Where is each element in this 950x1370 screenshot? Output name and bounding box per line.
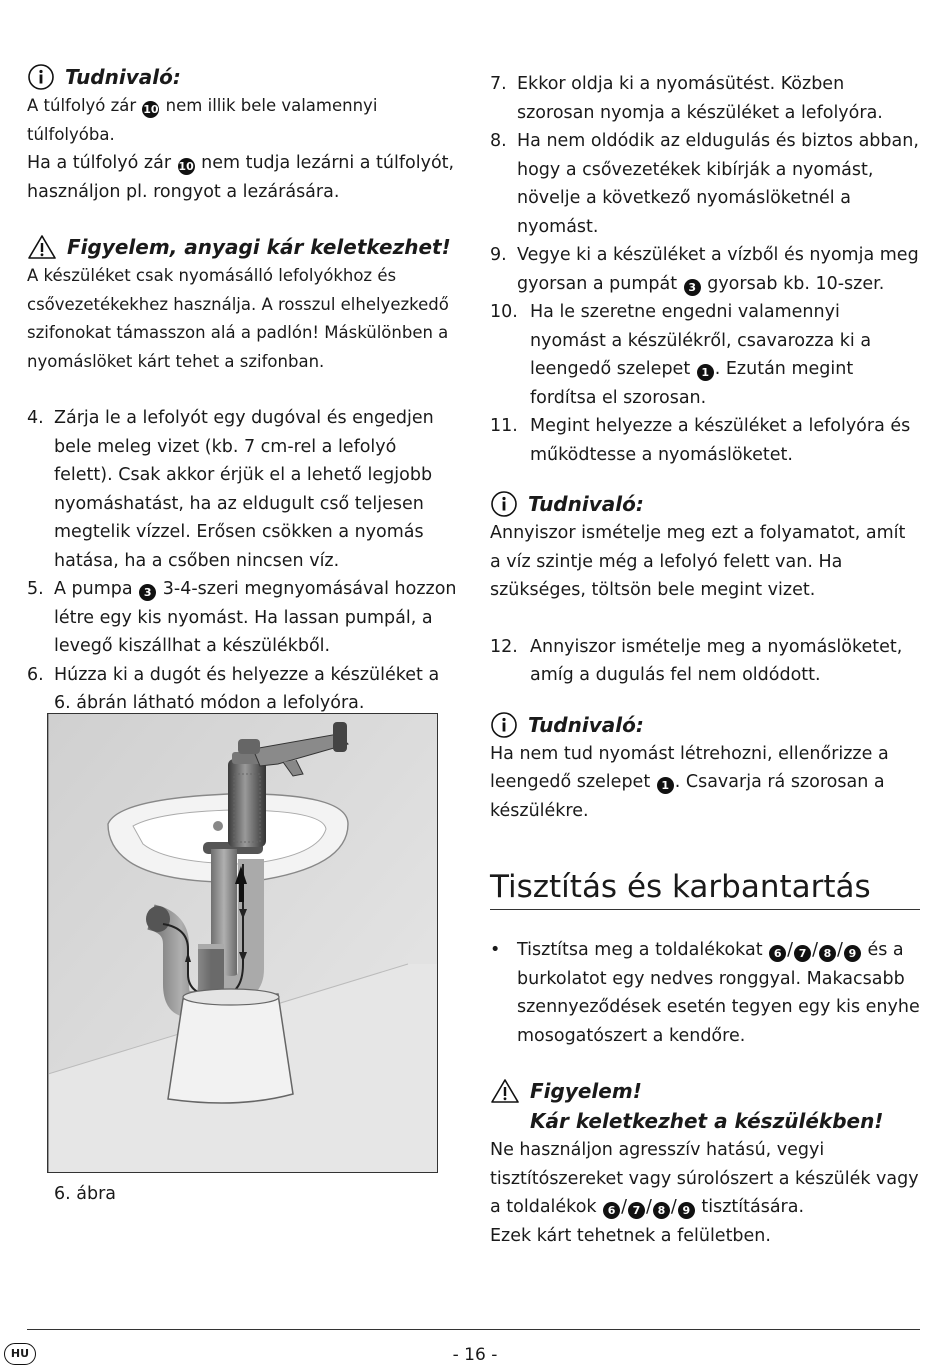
number-badge: 9 xyxy=(678,1202,695,1219)
note-text: Ha nem tud nyomást létrehozni, ellenőrizze a leengedő szelepet 1 . Csavarja rá szorosan a készülékre. xyxy=(490,743,889,821)
list-item: 11. Megint helyezze a készüléket a lefolyóra és működtesse a nyomáslöketet. xyxy=(490,416,911,465)
list-item: 12. Annyiszor ismételje meg a nyomáslöketet, amíg a dugulás fel nem oldódott. xyxy=(490,636,903,685)
note-heading-text: Tudnivaló: xyxy=(528,492,644,516)
page-number: - 16 - xyxy=(452,1345,498,1365)
warning-heading-text: Figyelem, anyagi kár keletkezhet! xyxy=(67,235,451,259)
list-item: 8. Ha nem oldódik az eldugulás és biztos abban, hogy a csővezetékek kibírják a nyomást, növelje a következő nyomáslöketnél a nyomást. xyxy=(490,131,919,237)
note-text: Ha a túlfolyó zár 10 nem tudja lezárni a túlfolyót, használjon pl. rongyot a lezárására. xyxy=(27,153,455,202)
note-heading-text: Tudnivaló: xyxy=(65,65,181,89)
warning-icon xyxy=(27,234,57,260)
number-badge: 7 xyxy=(628,1202,645,1219)
number-badge: 6 xyxy=(769,945,786,962)
number-badge: 7 xyxy=(794,945,811,962)
list-item: 6. Húzza ki a dugót és helyezze a készüléket a 6. ábrán látható módon a lefolyóra. xyxy=(27,664,440,713)
note-heading xyxy=(490,489,920,519)
bullet-item: • Tisztítsa meg a toldalékokat 6 / 7 / 8 / 9 és a burkolatot egy nedves ronggyal. Makacsabb szennyeződések esetén tegyen egy kis enyhe mosogatószert a kendőre. xyxy=(490,940,920,1046)
warning-heading-line2: Kár keletkezhet a készülékben! xyxy=(530,1109,884,1133)
info-icon xyxy=(490,711,518,739)
number-badge: 3 xyxy=(139,584,156,601)
number-badge: 1 xyxy=(657,777,674,794)
list-item: 7. Ekkor oldja ki a nyomásütést. Közben szorosan nyomja a készüléket a lefolyóra. xyxy=(490,74,883,123)
note-text: A túlfolyó zár 10 nem illik bele valamennyi túlfolyóba. xyxy=(27,96,378,144)
section-title: Tisztítás és karbantartás xyxy=(490,867,920,910)
list-item: 4. Zárja le a lefolyót egy dugóval és engedjen bele meleg vizet (kb. 7 cm-rel a lefolyó felett). Csak akkor érjük el a lehető legjobb nyomáshatást, ha az eldugult cső teljesen megtelik vízzel. Erősen csökken a nyomás hatása, ha a csőben nincsen víz. xyxy=(27,408,434,571)
warning-icon xyxy=(490,1078,520,1104)
steps-list xyxy=(490,70,920,469)
number-badge: 3 xyxy=(684,279,701,296)
warning-text: Ezek kárt tehetnek a felületben. xyxy=(490,1225,771,1246)
warning-text: A készüléket csak nyomásálló lefolyókhoz és csővezetékekhez használja. A rosszul elhelyezkedő szifonokat támasszon alá a padlón! Máskülönben a nyomáslöket kárt tehet a szifonban. xyxy=(27,266,449,371)
figure-caption: 6. ábra xyxy=(54,1184,117,1204)
number-badge: 8 xyxy=(653,1202,670,1219)
list-item: 10. Ha le szeretne engedni valamennyi nyomást a készülékről, csavarozza ki a leengedő szelepet 1 . Ezután megint fordítsa el szorosan. xyxy=(490,302,872,408)
info-icon xyxy=(490,490,518,518)
warning-heading xyxy=(490,1076,920,1136)
number-badge: 10 xyxy=(178,160,194,173)
figure-6-illustration xyxy=(47,713,438,1173)
note-heading xyxy=(490,710,920,740)
right-column xyxy=(490,70,920,1250)
list-item: 5. A pumpa 3 3-4-szeri megnyomásával hozzon létre egy kis nyomást. Ha lassan pumpál, a levegő kiszállhat a készülékből. xyxy=(27,579,457,656)
list-item: 9. Vegye ki a készüléket a vízből és nyomja meg gyorsan a pumpát 3 gyorsab kb. 10-szer. xyxy=(490,245,919,294)
left-column xyxy=(27,62,457,718)
number-badge: 1 xyxy=(697,364,714,381)
number-badge: 6 xyxy=(603,1202,620,1219)
note-heading xyxy=(27,62,457,92)
note-text: Annyiszor ismételje meg ezt a folyamatot, amít a víz szintje még a lefolyó felett van. Ha szükséges, töltsön bele megint vizet. xyxy=(490,523,906,600)
language-badge: HU xyxy=(4,1343,36,1365)
number-badge: 8 xyxy=(819,945,836,962)
number-badge: 9 xyxy=(844,945,861,962)
footer-divider xyxy=(27,1329,920,1330)
info-icon xyxy=(27,63,55,91)
bucket xyxy=(168,994,293,1103)
warning-heading xyxy=(27,232,457,262)
steps-list xyxy=(27,404,457,718)
warning-heading-line1: Figyelem! xyxy=(530,1079,642,1103)
warning-text: Ne használjon agresszív hatású, vegyi tisztítószereket vagy súrolószert a készülék vagy a toldalékok 6 / 7 / 8 / 9 tisztítására. xyxy=(490,1140,919,1217)
note-heading-text: Tudnivaló: xyxy=(528,712,644,737)
number-badge: 10 xyxy=(143,103,159,116)
